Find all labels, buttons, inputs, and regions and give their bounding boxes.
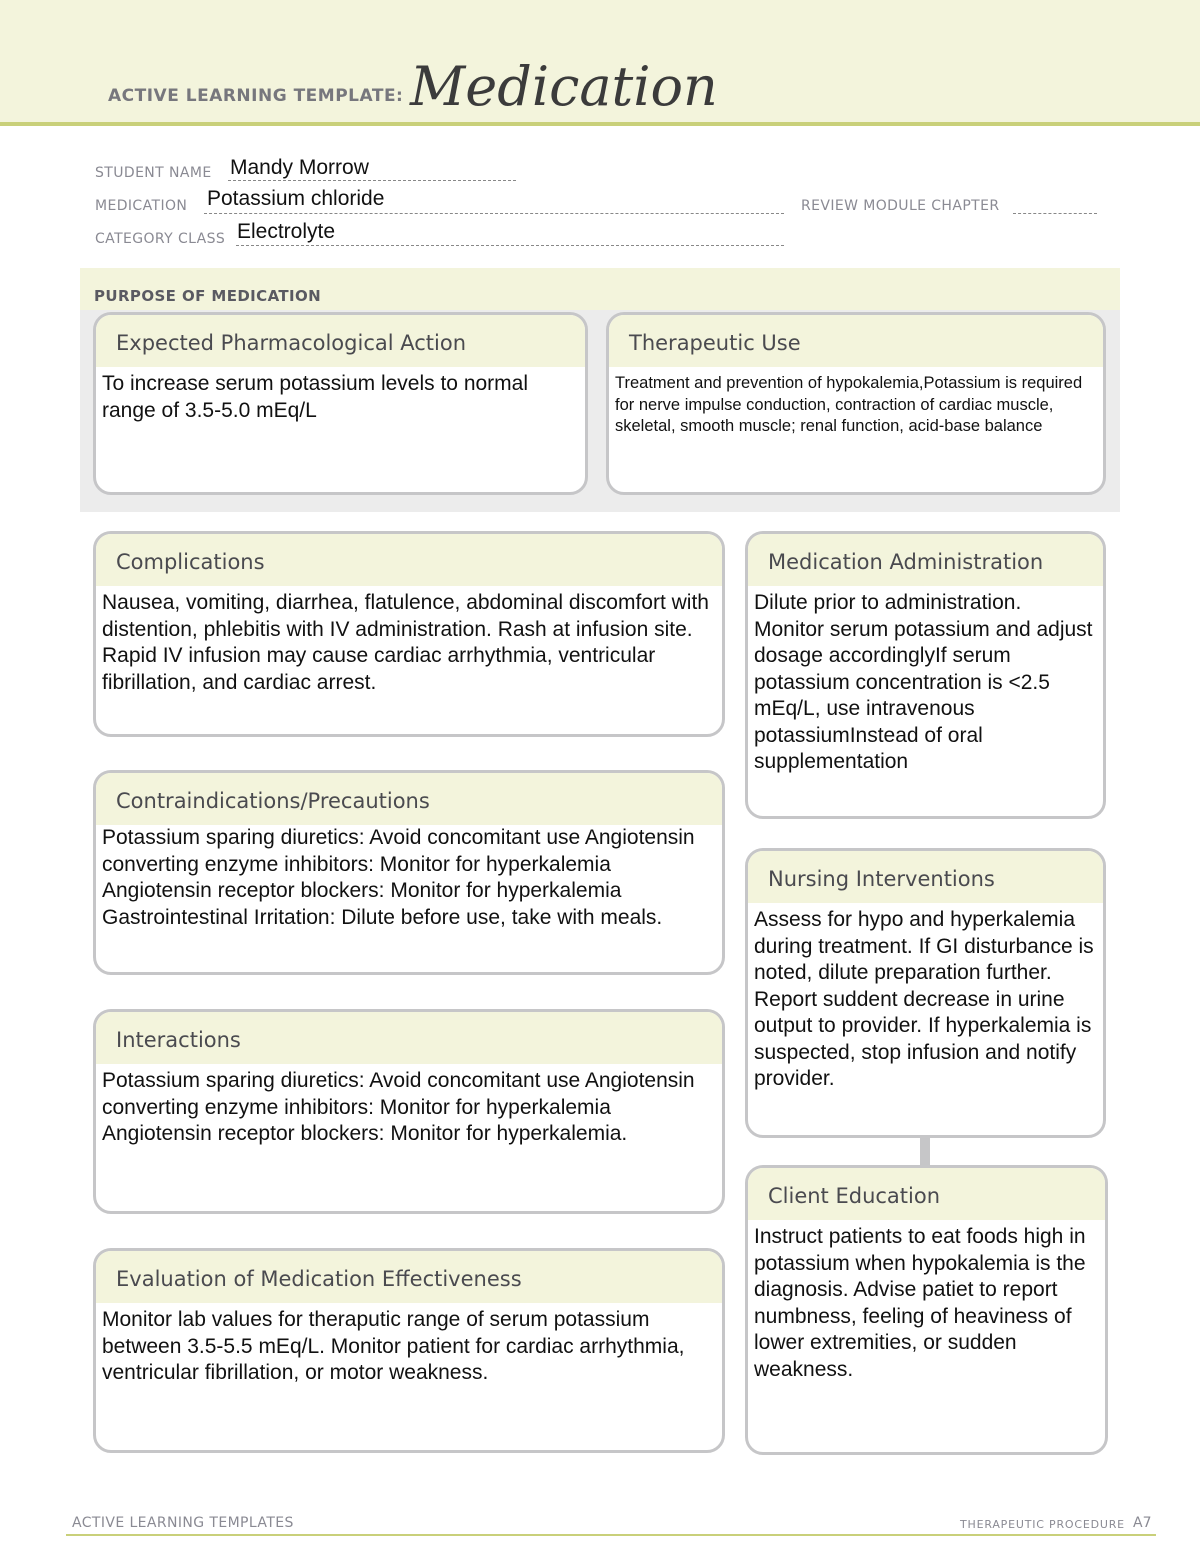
education-title: Client Education	[748, 1168, 1105, 1220]
card-connector	[920, 1136, 930, 1166]
evaluation-title: Evaluation of Medication Effectiveness	[96, 1251, 722, 1303]
footer-rule	[66, 1534, 1156, 1536]
therapeutic-use-title: Therapeutic Use	[609, 315, 1103, 367]
nursing-card	[745, 848, 1106, 1138]
medication-label: MEDICATION	[95, 198, 188, 214]
administration-title: Medication Administration	[748, 534, 1103, 586]
footer-right: THERAPEUTIC PROCEDURE	[960, 1518, 1125, 1531]
complications-body[interactable]: Nausea, vomiting, diarrhea, flatulence, abdominal discomfort with distention, phlebitis with IV administration. Rash at infusion site. Rapid IV infusion may cause cardiac arrhythmia, ventricular fibrillation, and cardiac arrest.	[102, 591, 709, 694]
template-label: ACTIVE LEARNING TEMPLATE:	[108, 86, 404, 106]
category-class-label: CATEGORY CLASS	[95, 231, 226, 247]
expected-action-title: Expected Pharmacological Action	[96, 315, 585, 367]
category-class-value[interactable]: Electrolyte	[237, 220, 336, 243]
student-name-label: STUDENT NAME	[95, 165, 212, 181]
evaluation-card	[93, 1248, 725, 1453]
page-number: A7	[1133, 1515, 1152, 1531]
page-title: Medication	[410, 55, 718, 118]
administration-body[interactable]: Dilute prior to administration. Monitor serum potassium and adjust dosage accordinglyIf serum potassium concentration is <2.5 mEq/L, use intravenous potassiumInstead of oral supplementation	[754, 591, 1093, 773]
contraindications-title: Contraindications/Precautions	[96, 773, 722, 825]
review-module-line[interactable]	[1013, 213, 1097, 214]
interactions-body[interactable]: Potassium sparing diuretics: Avoid concomitant use Angiotensin converting enzyme inhibitors: Monitor for hyperkalemia Angiotensin receptor blockers: Monitor for hyperkalemia.	[102, 1069, 695, 1145]
medication-line	[204, 213, 784, 214]
therapeutic-use-body[interactable]: Treatment and prevention of hypokalemia,Potassium is required for nerve impulse conduction, contraction of cardiac muscle, skeletal, smooth muscle; renal function, acid-base balance	[615, 374, 1083, 435]
header-rule	[0, 122, 1200, 126]
interactions-card	[93, 1009, 725, 1214]
purpose-label: PURPOSE OF MEDICATION	[94, 287, 322, 305]
nursing-body[interactable]: Assess for hypo and hyperkalemia during treatment. If GI disturbance is noted, dilute preparation further. Report suddent decrease in urine output to provider. If hyperkalemia is suspected, stop infusion and notify provider.	[754, 908, 1094, 1090]
student-name-line	[228, 180, 516, 181]
contraindications-body[interactable]: Potassium sparing diuretics: Avoid concomitant use Angiotensin converting enzyme inhibitors: Monitor for hyperkalemia Angiotensin receptor blockers: Monitor for hyperkalemia Gastrointestinal Irritation: Dilute before use, take with meals.	[102, 826, 695, 929]
contraindications-card	[93, 770, 725, 975]
student-name-value[interactable]: Mandy Morrow	[230, 156, 369, 179]
complications-card	[93, 531, 725, 737]
review-module-label: REVIEW MODULE CHAPTER	[801, 198, 1000, 214]
education-card	[745, 1165, 1108, 1455]
interactions-title: Interactions	[96, 1012, 722, 1064]
complications-title: Complications	[96, 534, 722, 586]
expected-action-card	[93, 312, 588, 495]
therapeutic-use-card	[606, 312, 1106, 495]
medication-value[interactable]: Potassium chloride	[207, 187, 385, 210]
nursing-title: Nursing Interventions	[748, 851, 1103, 903]
evaluation-body[interactable]: Monitor lab values for theraputic range of serum potassium between 3.5-5.5 mEq/L. Monitor patient for cardiac arrhythmia, ventricular fibrillation, or motor weakness.	[102, 1308, 685, 1384]
administration-card	[745, 531, 1106, 819]
education-body[interactable]: Instruct patients to eat foods high in potassium when hypokalemia is the diagnosis. Advise patiet to report numbness, feeling of heaviness of lower extremities, or sudden weakness.	[754, 1225, 1086, 1381]
category-class-line	[236, 245, 784, 246]
expected-action-body[interactable]: To increase serum potassium levels to normal range of 3.5-5.0 mEq/L	[102, 372, 529, 422]
footer-left: ACTIVE LEARNING TEMPLATES	[72, 1515, 294, 1531]
